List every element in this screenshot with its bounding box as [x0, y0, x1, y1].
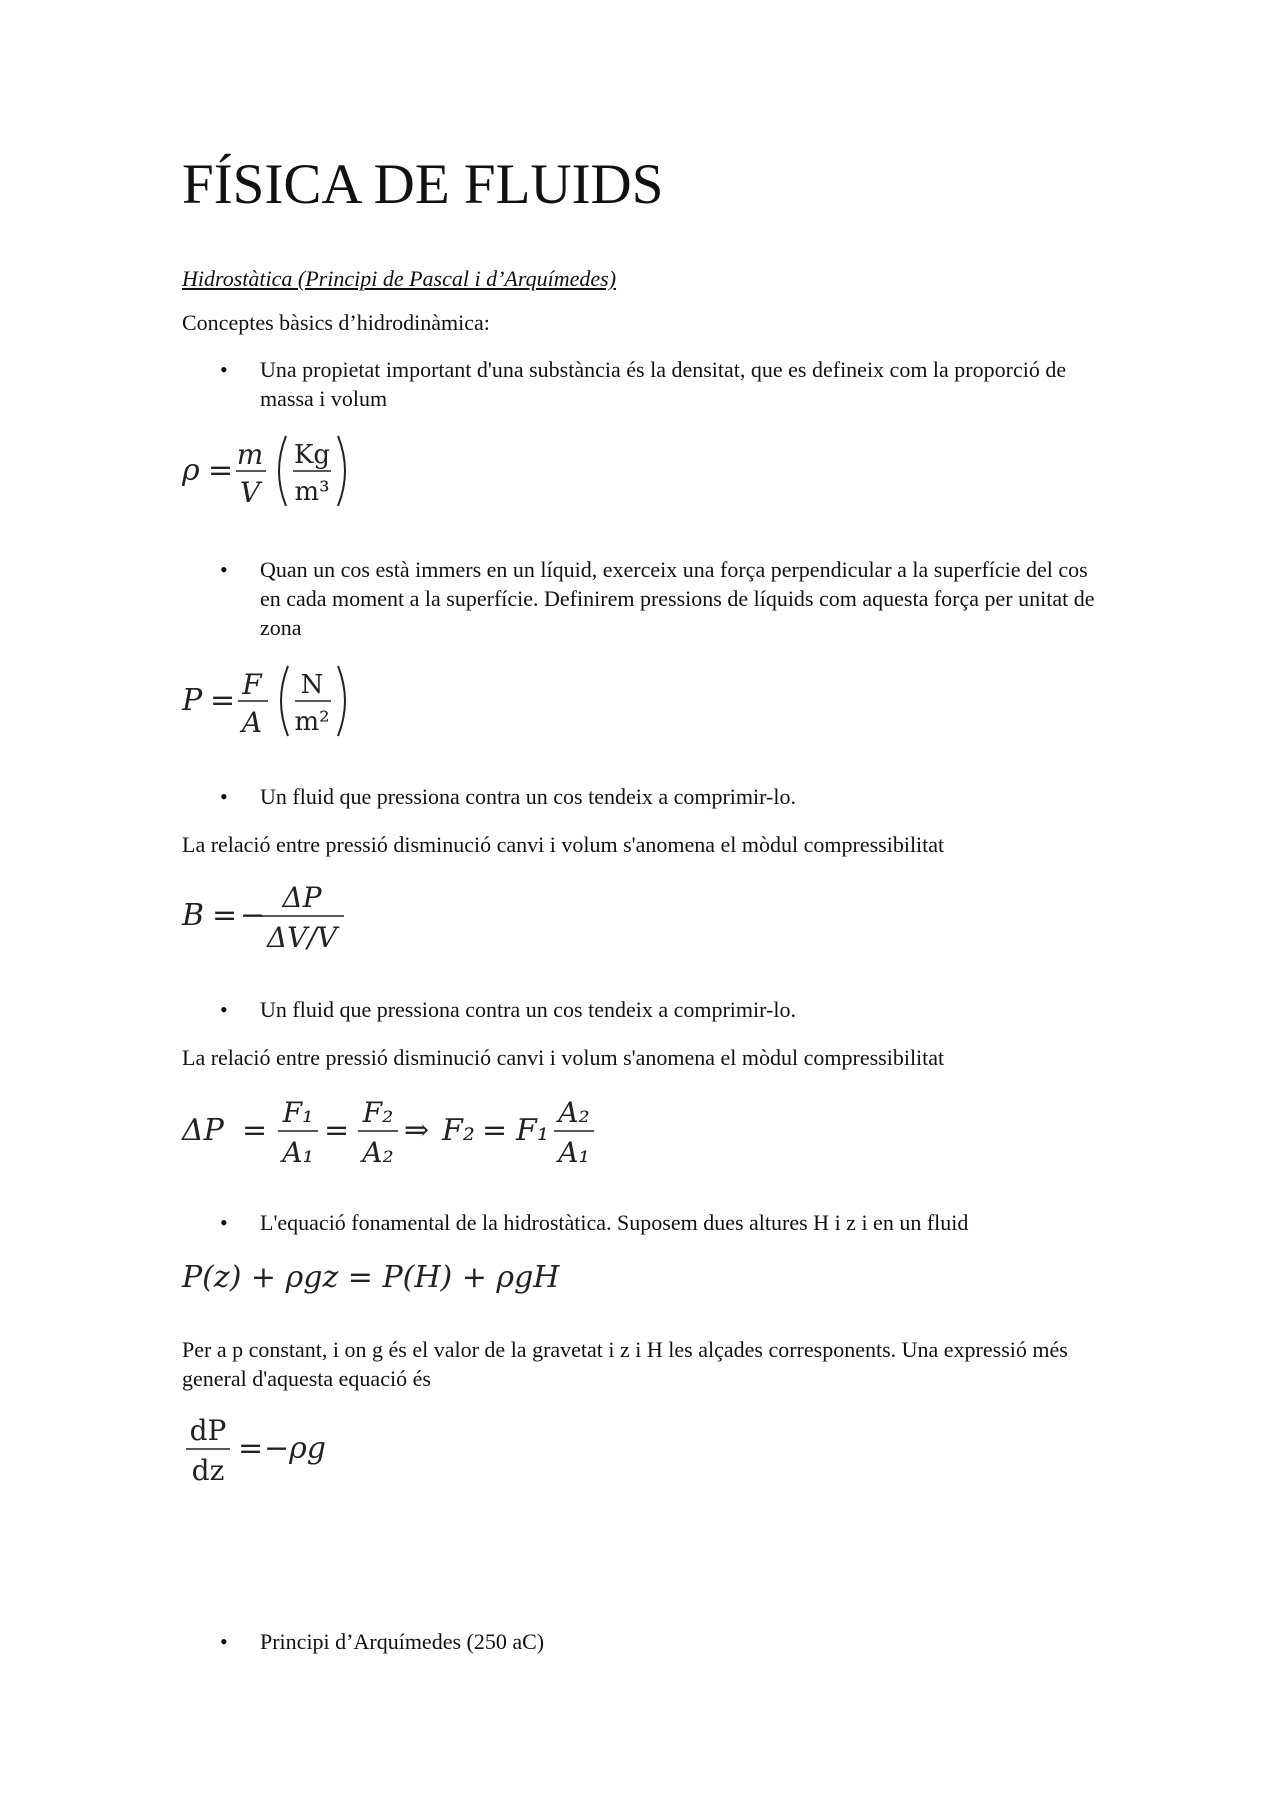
bullet-density-text: Una propietat important d'una substància és la densitat, que es defineix com la proporció de massa i volum — [260, 357, 1067, 411]
svg-text:=: = — [212, 898, 238, 933]
pressure-unit-numerator: N — [300, 670, 324, 700]
bulk-modulus-equation — [182, 875, 382, 960]
gravity-paragraph: Per a p constant, i on g és el valor de la gravetat i z i H les alçades corresponents. Una expressió més general d'aquesta equació és — [182, 1337, 1068, 1391]
pressure-equation — [182, 660, 382, 745]
svg-text:=: = — [242, 1113, 268, 1148]
bulk-denominator: ΔV/V — [266, 921, 338, 954]
svg-text:=: = — [324, 1113, 350, 1148]
bullet-compress-text-2: Un fluid que pressiona contra un cos tendeix a comprimir-lo. — [260, 997, 796, 1022]
bullet-archimedes-text: Principi d’Arquímedes (250 aC) — [260, 1629, 545, 1654]
bullet-marker: • — [220, 997, 228, 1022]
bulk-lhs: B — [182, 898, 205, 933]
intro-text: Conceptes bàsics d’hidrodinàmica: — [182, 310, 490, 335]
pressure-unit-denominator: m² — [294, 707, 330, 737]
pressure-lhs: P — [182, 683, 203, 718]
bullet-marker: • — [220, 1210, 228, 1235]
svg-text:=: = — [210, 683, 236, 718]
svg-text:=: = — [238, 1431, 264, 1466]
density-equation — [182, 430, 382, 515]
differential-denominator: dz — [191, 1454, 225, 1487]
density-denominator: V — [239, 476, 261, 509]
differential-rhs: −ρg — [264, 1431, 326, 1466]
pressure-denominator: A — [241, 706, 263, 739]
pascal-rhs-a2: A₂ — [558, 1096, 590, 1129]
differential-numerator: dP — [189, 1414, 227, 1447]
differential-equation — [182, 1408, 362, 1493]
compressibility-paragraph: La relació entre pressió disminució canvi i volum s'anomena el mòdul compressibilitat — [182, 832, 945, 857]
pascal-rhs-a1: A₁ — [558, 1136, 590, 1169]
pascal-f2: F₂ — [362, 1096, 394, 1129]
bullet-marker: • — [220, 784, 228, 809]
bullet-marker: • — [220, 1629, 228, 1654]
pascal-equation — [182, 1090, 622, 1175]
section-subtitle: Hidrostàtica (Principi de Pascal i d’Arquímedes) — [182, 266, 617, 291]
pascal-a2: A₂ — [362, 1136, 394, 1169]
bullet-pressure-text: Quan un cos està immers en un líquid, exerceix una força perpendicular a la superfície del cos en cada moment a la superfície. Definirem pressions de líquids com aquesta força per unitat de zona — [260, 557, 1095, 640]
page-title: FÍSICA DE FLUIDS — [182, 153, 664, 216]
fundamental-text: P(z) + ρgz = P(H) + ρgH — [182, 1260, 560, 1295]
pascal-f1: F₁ — [282, 1096, 314, 1129]
bulk-numerator: ΔP — [282, 881, 322, 914]
bullet-marker: • — [220, 557, 228, 582]
bullet-compress-text: Un fluid que pressiona contra un cos tendeix a comprimir-lo. — [260, 784, 796, 809]
compressibility-paragraph-2: La relació entre pressió disminució canvi i volum s'anomena el mòdul compressibilitat — [182, 1045, 945, 1070]
density-unit-numerator: Kg — [293, 440, 331, 470]
pascal-a1: A₁ — [282, 1136, 314, 1169]
bullet-marker: • — [220, 357, 228, 382]
density-unit-denominator: m³ — [294, 477, 330, 507]
pascal-implies: ⇒ — [404, 1113, 430, 1148]
pascal-lhs: ΔP — [182, 1113, 224, 1148]
pascal-rhs-lhs: F₂ — [442, 1113, 475, 1148]
bulk-sign: − — [240, 898, 266, 933]
pressure-numerator: F — [242, 668, 262, 701]
density-numerator: m — [236, 438, 264, 471]
pascal-rhs-f: F₁ — [516, 1113, 549, 1148]
svg-text:=: = — [482, 1113, 508, 1148]
svg-text:=: = — [208, 453, 234, 488]
fundamental-equation — [182, 1255, 582, 1300]
bullet-fundamental-text: L'equació fonamental de la hidrostàtica. Suposem dues altures H i z i en un fluid — [260, 1210, 969, 1235]
density-lhs: ρ — [182, 453, 200, 488]
